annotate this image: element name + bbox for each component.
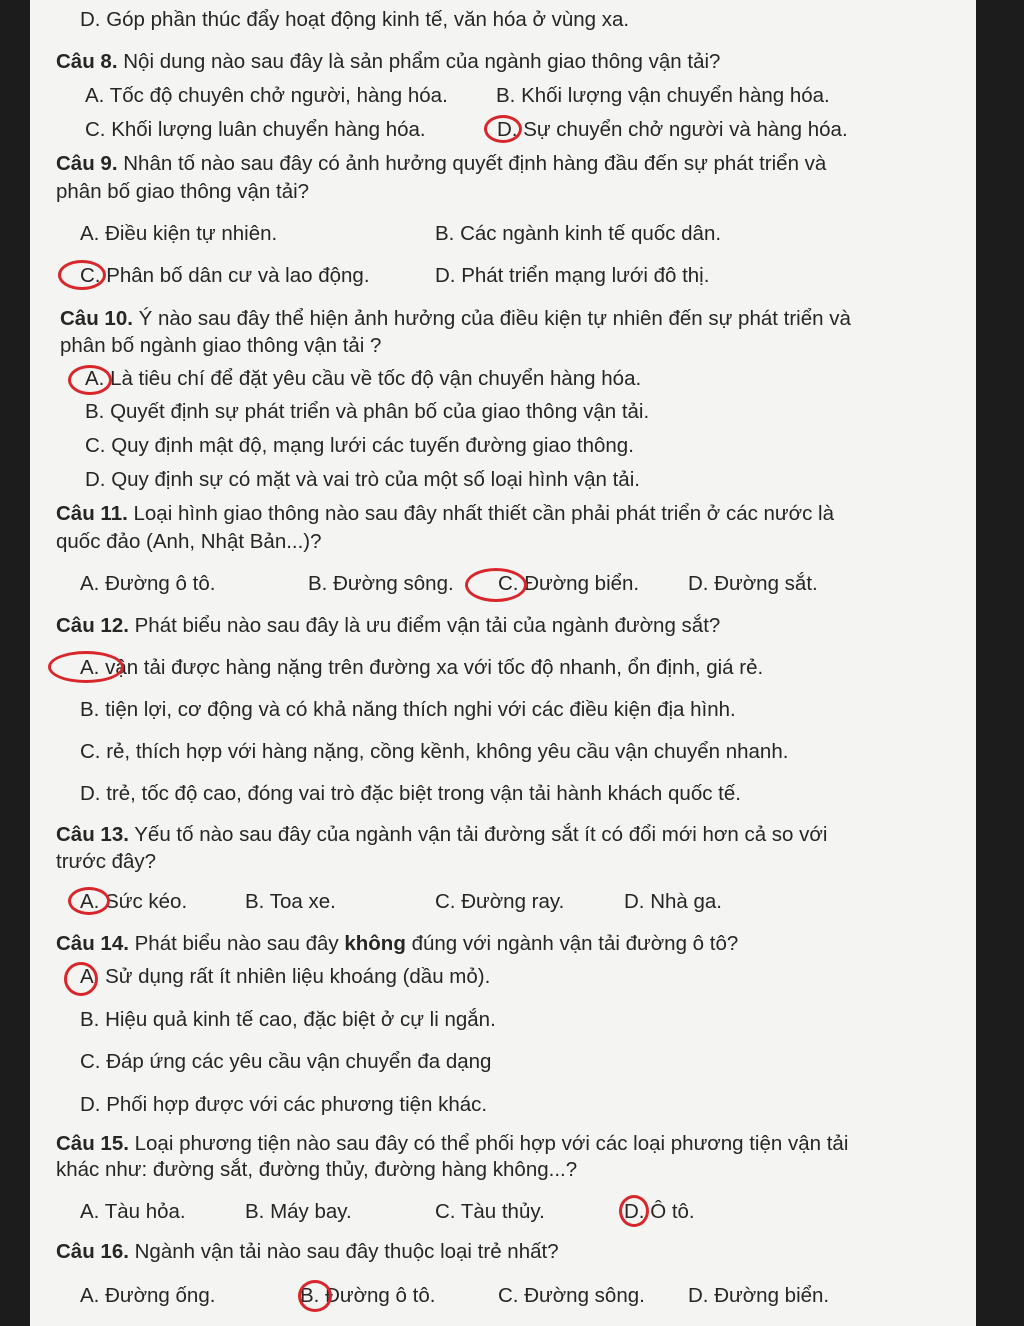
q15-question-line2: khác như: đường sắt, đường thủy, đường hàng không...? bbox=[56, 1158, 578, 1181]
q13-option-d: D. Nhà ga. bbox=[624, 890, 722, 913]
q13-text1: Yếu tố nào sau đây của ngành vận tải đường sắt ít có đổi mới hơn cả so với bbox=[134, 823, 828, 846]
q11-option-a: A. Đường ô tô. bbox=[80, 572, 216, 595]
q11-question-line2: quốc đảo (Anh, Nhật Bản...)? bbox=[56, 530, 322, 553]
q10-question-line2: phân bố ngành giao thông vận tải ? bbox=[60, 334, 382, 357]
q8-option-b: B. Khối lượng vận chuyển hàng hóa. bbox=[496, 84, 830, 107]
q10-answer-circle bbox=[68, 365, 112, 395]
q8-option-d: D. Sự chuyển chở người và hàng hóa. bbox=[497, 118, 848, 141]
q16-option-b: B. Đường ô tô. bbox=[300, 1284, 436, 1307]
q10-option-a: A. Là tiêu chí để đặt yêu cầu về tốc độ vận chuyển hàng hóa. bbox=[85, 367, 642, 390]
q12-option-a: A. vận tải được hàng nặng trên đường xa với tốc độ nhanh, ổn định, giá rẻ. bbox=[80, 656, 764, 679]
q11-question-line1 bbox=[56, 502, 834, 526]
q13-question-line1 bbox=[56, 823, 827, 847]
q9-option-c: C. Phân bố dân cư và lao động. bbox=[80, 264, 370, 287]
q15-option-a: A. Tàu hỏa. bbox=[80, 1200, 186, 1223]
q8-option-a: A. Tốc độ chuyên chở người, hàng hóa. bbox=[85, 84, 448, 107]
q9-option-b: B. Các ngành kinh tế quốc dân. bbox=[435, 222, 722, 245]
q10-option-d: D. Quy định sự có mặt và vai trò của một số loại hình vận tải. bbox=[85, 468, 640, 491]
q9-question-line1 bbox=[56, 152, 826, 176]
q11-number: Câu 11. bbox=[56, 502, 128, 525]
q10-text1: Ý nào sau đây thể hiện ảnh hưởng của điều kiện tự nhiên đến sự phát triển và bbox=[138, 307, 851, 330]
q12-question bbox=[56, 614, 720, 638]
q9-option-a: A. Điều kiện tự nhiên. bbox=[80, 222, 278, 245]
q16-text: Ngành vận tải nào sau đây thuộc loại trẻ nhất? bbox=[134, 1240, 559, 1263]
q14-option-a: A. Sử dụng rất ít nhiên liệu khoáng (dầu mỏ). bbox=[80, 965, 491, 988]
q11-text1: Loại hình giao thông nào sau đây nhất thiết cần phải phát triển ở các nước là bbox=[133, 502, 835, 525]
q14-question bbox=[56, 932, 738, 956]
q11-option-c: C. Đường biển. bbox=[498, 572, 640, 595]
q14-option-c: C. Đáp ứng các yêu cầu vận chuyển đa dạng bbox=[80, 1050, 492, 1073]
q14-text-bold: không bbox=[344, 932, 406, 955]
q10-option-c: C. Quy định mật độ, mạng lưới các tuyến đường giao thông. bbox=[85, 434, 634, 457]
q8-question bbox=[56, 50, 720, 74]
q14-text-pre: Phát biểu nào sau đây bbox=[134, 932, 339, 955]
q16-answer-circle bbox=[298, 1280, 332, 1312]
q11-answer-circle bbox=[465, 568, 527, 602]
q9-option-d: D. Phát triển mạng lưới đô thị. bbox=[435, 264, 710, 287]
q12-option-d: D. trẻ, tốc độ cao, đóng vai trò đặc biệt trong vận tải hành khách quốc tế. bbox=[80, 782, 741, 805]
q16-number: Câu 16. bbox=[56, 1240, 129, 1263]
q8-text: Nội dung nào sau đây là sản phẩm của ngành giao thông vận tải? bbox=[123, 50, 721, 73]
q12-number: Câu 12. bbox=[56, 614, 129, 637]
q12-text: Phát biểu nào sau đây là ưu điểm vận tải của ngành đường sắt? bbox=[134, 614, 721, 637]
q8-number: Câu 8. bbox=[56, 50, 118, 73]
q7-option-d: D. Góp phần thúc đẩy hoạt động kinh tế, văn hóa ở vùng xa. bbox=[80, 8, 630, 31]
q14-option-d: D. Phối hợp được với các phương tiện khác. bbox=[80, 1093, 488, 1116]
q8-option-c: C. Khối lượng luân chuyển hàng hóa. bbox=[85, 118, 426, 141]
q10-question-line1 bbox=[60, 307, 851, 331]
q16-option-c: C. Đường sông. bbox=[498, 1284, 645, 1307]
q11-option-d: D. Đường sắt. bbox=[688, 572, 818, 595]
q13-question-line2: trước đây? bbox=[56, 850, 157, 873]
q13-option-a: A. Sức kéo. bbox=[80, 890, 188, 913]
q15-answer-circle bbox=[619, 1195, 649, 1227]
q15-number: Câu 15. bbox=[56, 1132, 129, 1155]
q13-number: Câu 13. bbox=[56, 823, 129, 846]
q13-answer-circle bbox=[68, 887, 110, 915]
q15-option-b: B. Máy bay. bbox=[245, 1200, 352, 1223]
q11-option-b: B. Đường sông. bbox=[308, 572, 454, 595]
q9-answer-circle bbox=[58, 260, 106, 290]
q14-option-b: B. Hiệu quả kinh tế cao, đặc biệt ở cự li ngắn. bbox=[80, 1008, 496, 1031]
q13-option-b: B. Toa xe. bbox=[245, 890, 336, 913]
q14-text-post: đúng với ngành vận tải đường ô tô? bbox=[411, 932, 739, 955]
q10-number: Câu 10. bbox=[60, 307, 133, 330]
q16-option-a: A. Đường ống. bbox=[80, 1284, 216, 1307]
q12-option-b: B. tiện lợi, cơ động và có khả năng thích nghi với các điều kiện địa hình. bbox=[80, 698, 736, 721]
q9-question-line2: phân bố giao thông vận tải? bbox=[56, 180, 310, 203]
q15-text1: Loại phương tiện nào sau đây có thể phối hợp với các loại phương tiện vận tải bbox=[134, 1132, 849, 1155]
q15-option-c: C. Tàu thủy. bbox=[435, 1200, 545, 1223]
q12-answer-circle bbox=[48, 651, 124, 683]
q14-answer-circle bbox=[64, 962, 98, 996]
q15-question-line1 bbox=[56, 1132, 848, 1156]
document-page bbox=[30, 0, 976, 1326]
q13-option-c: C. Đường ray. bbox=[435, 890, 565, 913]
q15-option-d: D. Ô tô. bbox=[624, 1200, 695, 1223]
q16-question bbox=[56, 1240, 559, 1264]
q8-answer-circle bbox=[484, 115, 522, 143]
q10-option-b: B. Quyết định sự phát triển và phân bố của giao thông vận tải. bbox=[85, 400, 650, 423]
q9-text1: Nhân tố nào sau đây có ảnh hưởng quyết định hàng đầu đến sự phát triển và bbox=[123, 152, 827, 175]
q16-option-d: D. Đường biển. bbox=[688, 1284, 830, 1307]
q14-number: Câu 14. bbox=[56, 932, 129, 955]
q12-option-c: C. rẻ, thích hợp với hàng nặng, cồng kềnh, không yêu cầu vận chuyển nhanh. bbox=[80, 740, 789, 763]
q9-number: Câu 9. bbox=[56, 152, 118, 175]
